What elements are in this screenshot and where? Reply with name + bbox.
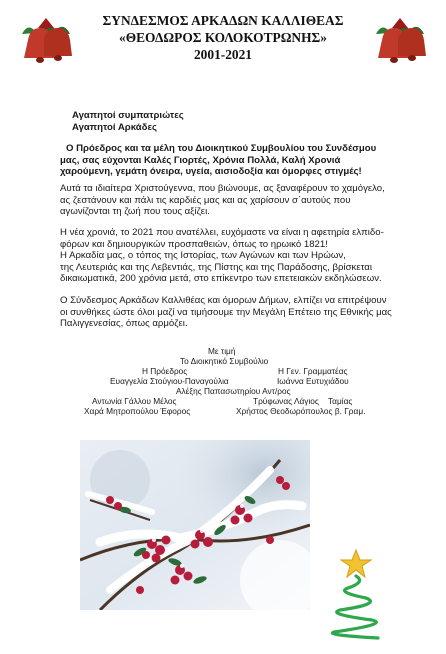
- letter-header: [82, 12, 364, 63]
- ephor-line: Χαρά Μητροπούλου Έφορος: [84, 406, 191, 416]
- christmas-paragraph: Αυτά τα ιδιαίτερα Χριστούγεννα, που βιώνουμε, ας ξαναφέρουν το χαμόγελο, ας ζεστάνουν και πάλι τις καρδιές μας και ας χαρίσουν σ΄αυτούς που αγωνίζονται τη ζωή που τους αξίζει.: [60, 183, 385, 217]
- president-title: Η Πρόεδρος: [142, 366, 188, 376]
- star-icon: [341, 550, 371, 577]
- salutation: Αγαπητοί συμπατριώτες Αγαπητοί Αρκάδες: [72, 110, 184, 133]
- association-name: ΣΥΝΔΕΣΜΟΣ ΑΡΚΑΔΩΝ ΚΑΛΛΙΘΕΑΣ: [102, 13, 344, 28]
- anniversary-paragraph: Ο Σύνδεσμος Αρκάδων Καλλιθέας και όμορων Δήμων, ελπίζει να επιτρέψουν οι συνθήκες ώστε όλοι μαζί να τιμήσουμε την Μεγάλη Επέτειο της Εθνικής μας Παλιγγενεσίας, όπως αρμόζει.: [60, 295, 392, 329]
- treasurer-line: Τρύφωνας Λάγιος Ταμίας: [253, 396, 353, 406]
- vice-president-line: Αλέξης Παπασωτηρίου Αντ/ρος: [176, 386, 291, 396]
- christmas-tree-icon: [318, 548, 394, 644]
- anniversary-years: 2001-2021: [193, 47, 253, 62]
- secretary-title: Η Γεν. Γραμματέας: [278, 366, 348, 376]
- christmas-bells-icon: [368, 14, 432, 70]
- association-subtitle: «ΘΕΟΔΩΡΟΣ ΚΟΛΟΚΟΤΡΩΝΗΣ»: [119, 30, 327, 45]
- christmas-bells-icon: [14, 14, 78, 70]
- president-name: Ευαγγελία Στούγιου-Παναγούλια: [110, 376, 229, 386]
- deputy-secretary-line: Χρήστος Θεοδωρόπουλος β. Γραμ.: [236, 406, 366, 416]
- wishes-paragraph: Ο Πρόεδρος και τα μέλη του Διοικητικού Συμβουλίου του Συνδέσμου μας, σας εύχονται Καλές Γιορτές, Χρόνια Πολλά, Καλή Χρονιά χαρούμενη, γεμάτη όνειρα, υγεία, αισιοδοξία και όμορφες στιγμές!: [60, 143, 377, 177]
- snowy-berries-photo: [80, 440, 310, 610]
- board-line: Το Διοικητικό Συμβούλιο: [180, 356, 269, 366]
- regards-line: Με τιμή: [208, 346, 236, 356]
- member-line: Αντωνία Γάλλου Μέλος: [92, 396, 177, 406]
- secretary-name: Ιωάννα Ευτυχιάδου: [277, 376, 349, 386]
- new-year-paragraph: Η νέα χρονιά, το 2021 που ανατέλλει, ευχόμαστε να είναι η αφετηρία ελπιδο- φόρων και δημιουργικών προσπαθειών, όπως το ηρωικό 1821! Η Αρκαδία μας, ο τόπος της Ιστορίας, των Αγώνων και των Ηρώων, της Λευτεριάς και της Λεβεντιάς, της Πίστης και της Παράδοσης, βρίσκεται δικαιωματικά, 200 χρόνια μετά, στο επίκεντρο των επετειακών εκδηλώσεων.: [60, 227, 384, 284]
